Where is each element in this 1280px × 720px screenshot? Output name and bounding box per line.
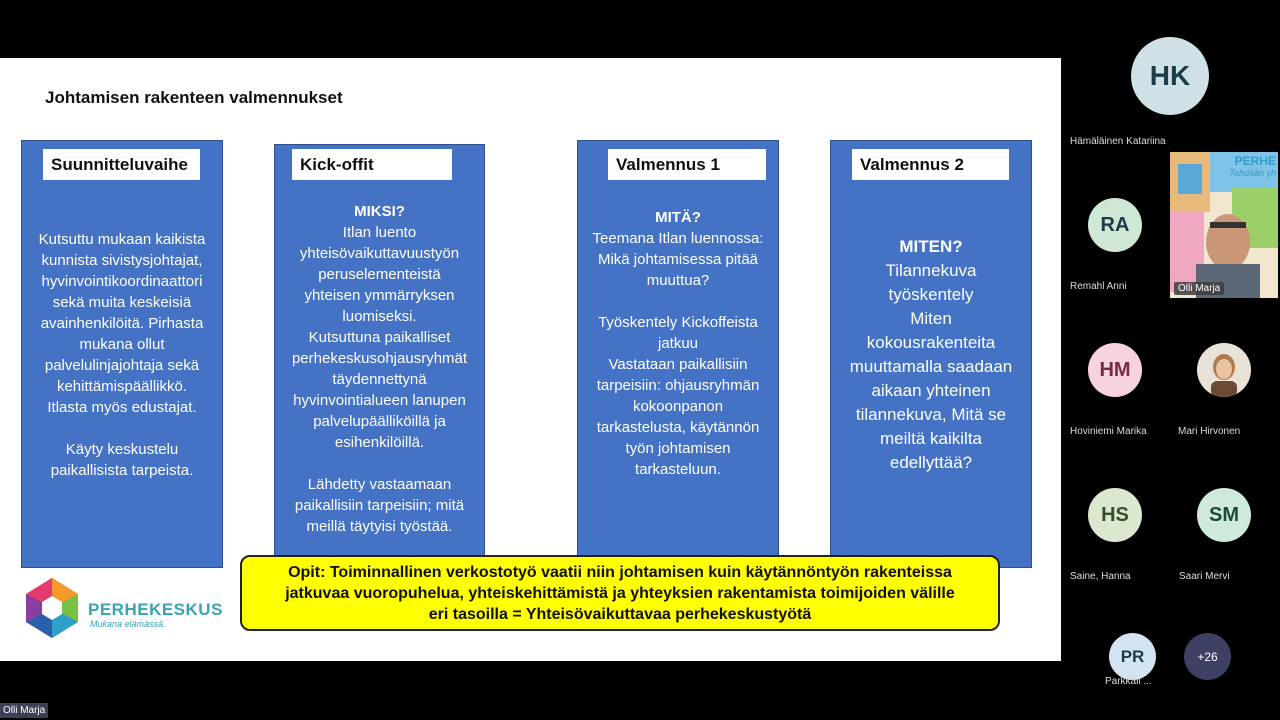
panel-line: kokousrakenteita <box>866 333 996 352</box>
panel-line: Lähdetty vastaamaan <box>307 476 452 493</box>
video-background-text: Tehdään yh <box>1229 168 1276 178</box>
panel-line: meiltä kaikilta <box>879 429 983 448</box>
panel-line: muuttua? <box>646 272 710 289</box>
panel-line: Kutsuttuna paikalliset <box>308 329 451 346</box>
avatar[interactable] <box>1088 343 1142 397</box>
panel-kick-offit <box>274 144 485 558</box>
panel-line: yhteisövaikuttavuustyön <box>299 245 460 262</box>
participant-name: Remahl Anni <box>1070 281 1127 292</box>
panel-line: sekä muita keskeisiä <box>52 294 192 311</box>
participant-name: Parkkali ... <box>1105 676 1152 687</box>
avatar-initials: HK <box>1149 60 1191 91</box>
panel-line: meillä täytyisi työstää. <box>306 518 453 535</box>
panel-line: Käyty keskustelu <box>65 441 179 458</box>
perhekeskus-logo-icon <box>20 576 84 640</box>
participant-name: Saine, Hanna <box>1070 571 1131 582</box>
panel-heading: MIKSI? <box>354 203 405 220</box>
panel-line: Teemana Itlan luennossa: <box>592 230 764 247</box>
panel-header: Valmennus 1 <box>608 149 766 180</box>
panel-heading: MITEN? <box>899 237 963 256</box>
avatar-photo[interactable] <box>1197 343 1251 397</box>
panel-valmennus-1 <box>577 140 779 558</box>
participant-name: Mari Hirvonen <box>1178 426 1241 437</box>
panel-body <box>28 229 216 481</box>
panel-line: Itlan luento <box>342 224 417 241</box>
panel-suunnitteluvaihe <box>21 140 223 568</box>
avatar-initials: SM <box>1209 503 1239 526</box>
self-view-label: Olli Marja <box>0 703 48 718</box>
panel-line: Työskentely Kickoffeista <box>598 314 758 331</box>
panel-line: kunnista sivistysjohtajat, <box>41 252 203 269</box>
lesson-summary-box <box>240 555 1000 631</box>
perhekeskus-logo <box>20 576 240 640</box>
panel-line: palvelupäälliköillä ja <box>313 413 446 430</box>
panel-line: tarkastelusta, käytännön <box>596 419 760 436</box>
panel-line: täydennettynä <box>332 371 427 388</box>
panel-line: paikallisiin tarpeisiin; mitä <box>294 497 465 514</box>
panel-header: Kick-offit <box>292 149 452 180</box>
panel-line: työskentely <box>888 285 974 304</box>
panel-line: hyvinvointialueen lanupen <box>293 392 466 409</box>
panel-line: Tilannekuva <box>885 261 977 280</box>
panel-line: paikallisista tarpeista. <box>50 462 194 479</box>
panel-line: kehittämispäällikkö. <box>56 378 188 395</box>
logo-tagline: Mukana elämässä. <box>90 619 166 629</box>
avatar[interactable] <box>1088 198 1142 252</box>
panel-line: Itlasta myös edustajat. <box>47 399 197 416</box>
panel-line: Mikä johtamisessa pitää <box>597 251 759 268</box>
panel-line: kokoonpanon <box>632 398 724 415</box>
participant-name: Saari Mervi <box>1179 571 1230 582</box>
logo-wordmark: PERHEKESKUS <box>88 600 223 619</box>
panel-line: työn johtamisen <box>625 440 731 457</box>
lesson-line: jatkuvaa vuoropuhelua, yhteiskehittämistä ja yhteyksien rakentamista toimijoiden välille <box>285 585 955 602</box>
panel-line: hyvinvointikoordinaattori <box>41 273 203 290</box>
panel-valmennus-2 <box>830 140 1032 568</box>
panel-heading: MITÄ? <box>655 209 701 226</box>
panel-body <box>837 235 1025 475</box>
shared-slide <box>0 58 1061 661</box>
profile-photo-icon <box>1197 343 1251 397</box>
panel-line: Kutsuttu mukaan kaikista <box>38 231 206 248</box>
speaker-name-label: Olli Marja <box>1174 282 1224 295</box>
avatar[interactable] <box>1088 488 1142 542</box>
avatar-initials: PR <box>1120 646 1145 666</box>
panel-line: avainhenkilöitä. Pirhasta <box>40 315 204 332</box>
panel-line: peruselementeistä <box>318 266 441 283</box>
panel-line: muuttamalla saadaan <box>849 357 1013 376</box>
avatar[interactable] <box>1197 488 1251 542</box>
panel-line: jatkuu <box>657 335 699 352</box>
panel-line: mukana ollut <box>79 336 165 353</box>
more-participants-button[interactable] <box>1184 633 1231 680</box>
slide-title: Johtamisen rakenteen valmennukset <box>45 88 343 107</box>
panel-line: perhekeskusohjausryhmät <box>291 350 468 367</box>
participant-name: Hoviniemi Marika <box>1070 426 1147 437</box>
participant-name: Hämäläinen Katariina <box>1070 136 1166 147</box>
panel-line: edellyttää? <box>889 453 973 472</box>
more-participants-count: +26 <box>1197 649 1218 664</box>
panel-line: tarkasteluun. <box>635 461 721 478</box>
avatar[interactable] <box>1109 633 1156 680</box>
panel-line: palvelulinjajohtaja sekä <box>44 357 200 374</box>
panel-body <box>281 201 478 537</box>
panel-line: tilannekuva, Mitä se <box>855 405 1007 424</box>
avatar-initials: RA <box>1100 213 1130 236</box>
panel-line: Vastataan paikallisiin <box>608 356 748 373</box>
video-background-text: PERHE <box>1234 154 1276 168</box>
avatar[interactable] <box>1131 37 1209 115</box>
avatar-initials: HM <box>1099 358 1131 381</box>
lesson-line: Opit: Toiminnallinen verkostotyö vaatii niin johtamisen kuin käytännöntyön rakenteissa <box>288 564 952 581</box>
panel-header: Suunnitteluvaihe <box>43 149 200 180</box>
panel-line: Miten <box>910 309 952 328</box>
panel-line: esihenkilöillä. <box>334 434 425 451</box>
lesson-line: eri tasoilla = Yhteisövaikuttavaa perhekeskustyötä <box>428 606 812 623</box>
panel-line: yhteisen ymmärryksen <box>304 287 455 304</box>
panel-line: aikaan yhteinen <box>871 381 991 400</box>
panel-body <box>584 207 772 480</box>
avatar-initials: HS <box>1101 503 1129 526</box>
panel-line: tarpeisiin: ohjausryhmän <box>596 377 760 394</box>
panel-header: Valmennus 2 <box>852 149 1009 180</box>
panel-line: luomiseksi. <box>342 308 417 325</box>
active-speaker-video[interactable] <box>1170 152 1278 298</box>
